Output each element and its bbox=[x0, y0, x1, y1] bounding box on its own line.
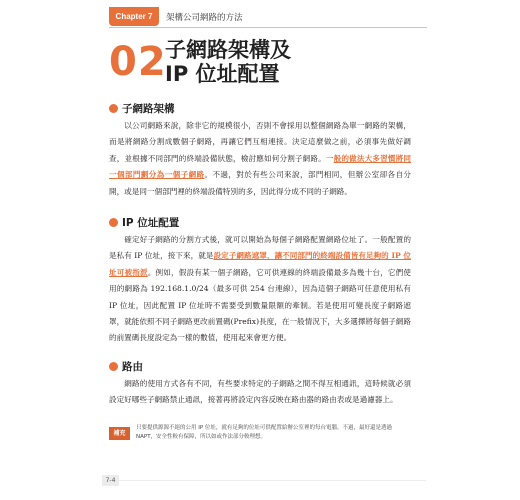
paragraph-routing bbox=[109, 376, 411, 409]
footer-divider bbox=[119, 480, 426, 481]
page-number: 7-4 bbox=[102, 475, 119, 486]
subsection-heading-ip-address bbox=[109, 215, 179, 230]
subsection-heading-routing bbox=[109, 359, 143, 374]
paragraph-text: 。例如，假設有某一個子網路，它可供連線的終端設備最多為幾十台，它們使用的網路為 192.168.1.0/24（最多可供 254 台連線），因為這個子網路可任意使用私有 IP 位址，因此配置 IP 位址時不需要受到數量限額的牽制。若是使用可變長度子網路遮罩，就能依照不同子網路更改前置碼(Prefix)長度，在一般情況下，大多選擇將每個子網路的前置碼長度設定為一樣的數值，使用起來會更方便。 bbox=[109, 267, 412, 343]
subsection-heading-subnet bbox=[109, 101, 175, 116]
paragraph-text: 網路的使用方式各有不同，有些要求特定的子網路之間不得互相通訊，這時候就必須設定好哪些子網路禁止通訊，接著再將設定內容反映在路由器的路由表或是過濾器上。 bbox=[109, 379, 411, 405]
paragraph-text: 。不過，對於有些公司來說，部門相同，但辦公室卻各自分開，或是同一個部門裡的終端設備特別的多，因此得分成不同的子網路。 bbox=[109, 170, 411, 196]
paragraph-text: 確定好子網路的分割方式後，就可以開始為每個子網路配置網路位址了。一般配置的是私有 IP 位址，接下來，就是 bbox=[109, 235, 411, 261]
bullet-dot-icon bbox=[109, 362, 118, 371]
note-tag: 補充 bbox=[109, 427, 130, 440]
section-title-line2: IP 位址配置 bbox=[165, 62, 280, 86]
subsection-heading-label: 子網路架構 bbox=[122, 103, 175, 115]
highlighted-text: 般的做法大多習慣將同一個部門劃分為一個子網路 bbox=[109, 153, 412, 180]
paragraph-text: 以公司網路來說，除非它的規模很小，否則不會採用以整個網路為單一網路的架構，而是將網路分割成數個子網路，再讓它們互相連接。決定這麼做之前，必須事先做好調查，並根據不同部門的終端設備狀態，檢討應如何分割子網路。一 bbox=[109, 121, 411, 163]
subsection-heading-label: 路由 bbox=[122, 361, 143, 373]
highlighted-text: 設定子網路遮罩，讓不同部門的終端設備皆有足夠的 IP 位址可被指派 bbox=[109, 251, 412, 277]
header-divider bbox=[109, 27, 427, 28]
section-title bbox=[165, 38, 291, 86]
subsection-heading-label: IP 位址配置 bbox=[122, 217, 180, 229]
section-number: 02 bbox=[109, 39, 167, 85]
paragraph-ip-address bbox=[109, 232, 411, 347]
chapter-title: 架構公司網路的方法 bbox=[166, 13, 243, 23]
chapter-tab: Chapter 7 bbox=[109, 7, 159, 26]
section-title-line1: 子網路架構及 bbox=[165, 38, 291, 62]
paragraph-subnet bbox=[109, 118, 411, 200]
bullet-dot-icon bbox=[109, 104, 118, 113]
note-text: 只要提供源源不絕的公用 IP 位址，就有足夠的位址可供配置給辦公室裡的每台電腦。不過，最好還是透過 NAPT，安全性較有保障，所以如或作法部分較理想。 bbox=[136, 425, 392, 440]
bullet-dot-icon bbox=[109, 218, 118, 227]
